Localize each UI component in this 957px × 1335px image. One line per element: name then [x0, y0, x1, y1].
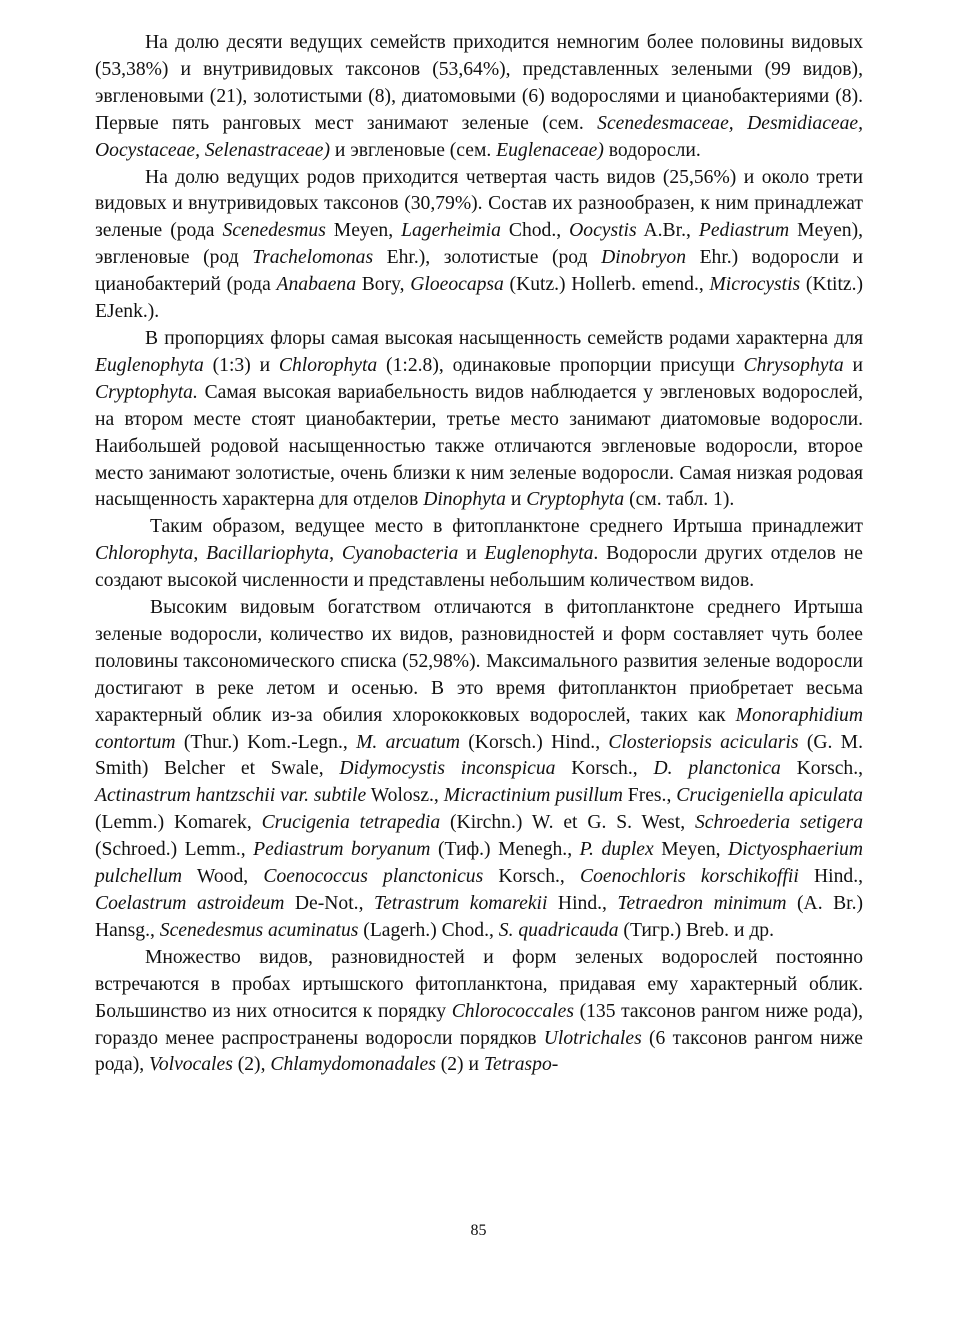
text-run: ,: [329, 543, 342, 565]
italic-taxon-text: Crucigenia tetrapedia: [261, 812, 441, 834]
text-run: и: [505, 489, 527, 511]
italic-taxon-text: Tetrastrum komarekii: [373, 893, 548, 914]
text-run: (135 таксонов рангом ниже рода), гораздо менее распространены водоросли порядков: [95, 1000, 863, 1049]
text-run: Meyen,: [653, 839, 729, 861]
text-run: (Lagerh.) Chod.,: [358, 919, 499, 941]
italic-taxon-text: Coelastrum astroideum: [95, 893, 285, 914]
text-run: A.Br.,: [636, 220, 699, 242]
italic-taxon-text: Dinophyta: [423, 489, 506, 511]
italic-taxon-text: Chlorophyta: [278, 354, 378, 376]
text-run: (G. M. Smith) Belcher et Swale,: [95, 731, 864, 780]
text-run: и: [458, 543, 485, 565]
text-run: (Тигр.) Breb. и др.: [618, 919, 774, 941]
italic-taxon-text: P. duplex: [579, 839, 654, 861]
text-run: (A. Br.) Hansg.,: [95, 893, 864, 941]
paragraph-6: [95, 945, 863, 1080]
text-run: (Kutz.) Hollerb. emend.,: [503, 274, 710, 296]
text-run: водоросли.: [603, 139, 701, 161]
italic-taxon-text: Euglenophyta: [95, 354, 204, 376]
italic-taxon-text: Coenochloris korschikoffii: [580, 866, 799, 888]
italic-taxon-text: Anabaena: [276, 274, 356, 296]
italic-taxon-text: Crucigeniella apiculata: [676, 785, 863, 807]
italic-taxon-text: Chlamydomonadales: [270, 1054, 436, 1076]
italic-taxon-text: Cyanobacteria: [341, 543, 459, 565]
text-run: Korsch.,: [780, 758, 864, 780]
italic-taxon-text: Dinobryon: [601, 247, 686, 269]
text-run: Fres.,: [622, 785, 677, 807]
italic-taxon-text: Cryptophyta.: [95, 381, 198, 403]
text-run: и: [843, 354, 863, 376]
text-run: Hind.,: [798, 866, 864, 888]
text-run: (Kirchn.) W. et G. S. West,: [440, 812, 695, 834]
italic-taxon-text: D. planctonica: [653, 758, 781, 780]
text-run: Korsch.,: [555, 758, 654, 780]
italic-taxon-text: S. quadricauda: [498, 919, 619, 941]
italic-taxon-text: Euglenophyta: [484, 543, 594, 565]
italic-taxon-text: Tetraspo-: [483, 1054, 559, 1076]
text-run: (см. табл. 1).: [624, 489, 735, 511]
text-run: (Ktitz.) EJenk.).: [95, 274, 864, 323]
italic-taxon-text: Coenococcus planctonicus: [263, 866, 484, 888]
text-run: Korsch.,: [483, 866, 581, 888]
italic-taxon-text: Pediastrum: [698, 220, 790, 242]
text-run: (1:2.8), одинаковые пропорции присущи: [377, 354, 744, 376]
italic-taxon-text: Micractinium pusillum: [443, 785, 623, 807]
italic-taxon-text: Scenedesmus: [222, 220, 326, 242]
text-run: Wolosz.,: [366, 785, 444, 807]
page-number: 85: [470, 1222, 487, 1239]
text-run: На долю десяти ведущих семейств приходится немногим более половины видовых (53,38%) и внутривидовых таксонов (53,64%), представленных зелеными (99 видов), эвгленовыми (21), золотистыми (8), диатомовыми (6) водорослями и цианобактериями (8). Первые пять ранговых мест занимают зеленые (сем.: [95, 32, 863, 134]
italic-taxon-text: Chlorococcales: [451, 1000, 574, 1022]
italic-taxon-text: Actinastrum hantzschii var. subtile: [95, 785, 367, 807]
text-run: (2) и: [435, 1054, 484, 1076]
italic-taxon-text: Volvocales: [149, 1054, 233, 1076]
text-run: и эвгленовые (сем.: [330, 139, 497, 161]
text-run: Hind.,: [547, 893, 618, 914]
italic-taxon-text: Closteriopsis acicularis: [608, 731, 799, 753]
italic-taxon-text: Schroederia setigera: [694, 812, 863, 834]
text-run: (2),: [232, 1054, 271, 1076]
text-run: Высоким видовым богатством отличаются в фитопланктоне среднего Иртыша зеленые водоросли, количество их видов, разновидностей и форм составляет чуть более половины таксономического списка (52,98%). Максимального развития зеленые водоросли достигают в реке летом и осенью. В это время фитопланктон приобретает весьма характерный облик из-за обилия хлорококковых водорослей, таких как: [95, 597, 863, 726]
text-run: (6 таксонов рангом ниже рода),: [95, 1027, 863, 1076]
italic-taxon-text: Gloeocapsa: [410, 274, 504, 296]
text-run: На долю ведущих родов приходится четвертая часть видов (25,56%) и около трети видовых и внутривидовых таксонов (30,79%). Состав их разнообразен, к ним принадлежат зеленые (рода: [95, 166, 863, 242]
italic-taxon-text: M. arcuatum: [356, 731, 460, 753]
text-run: Meyen), эвгленовые (род: [95, 220, 864, 269]
italic-taxon-text: Pediastrum boryanum: [253, 839, 431, 861]
text-run: Chod.,: [500, 220, 570, 242]
text-run: (Thur.) Kom.-Legn.,: [175, 731, 357, 753]
italic-taxon-text: Lagerheimia: [401, 220, 501, 242]
text-run: (Korsch.) Hind.,: [459, 731, 609, 753]
text-run: (1:3) и: [203, 354, 279, 376]
text-run: Ehr.), золотистые (род: [373, 247, 602, 269]
italic-taxon-text: Bacillariophyta: [206, 543, 330, 565]
text-run: Таким образом, ведущее место в фитопланктоне среднего Иртыша принадлежит: [150, 516, 863, 538]
text-run: Множество видов, разновидностей и форм зеленых водорослей постоянно встречаются в пробах иртышского фитопланктона, придавая ему характерный облик. Большинство из них относится к порядку: [95, 946, 863, 1022]
text-run: Wood,: [182, 866, 264, 888]
paragraph-2: [95, 165, 863, 326]
italic-taxon-text: Didymocystis inconspicua: [339, 758, 556, 780]
text-run: Bory,: [356, 274, 411, 296]
text-run: В пропорциях флоры самая высокая насыщенность семейств родами характерна для: [145, 327, 863, 349]
text-run: Ehr.) водоросли и цианобактерий (рода: [95, 247, 863, 296]
paragraph-3: [95, 326, 863, 514]
italic-taxon-text: Scenedesmus acuminatus: [159, 919, 359, 941]
paragraph-4: [95, 514, 863, 595]
italic-taxon-text: Chrysophyta: [743, 354, 844, 376]
italic-taxon-text: Chlorophyta: [95, 543, 194, 565]
text-run: (Lemm.) Komarek,: [95, 812, 262, 834]
italic-taxon-text: Ulotrichales: [543, 1027, 642, 1049]
text-run: (Schroed.) Lemm.,: [95, 839, 254, 861]
italic-taxon-text: Dictyosphaerium pulchellum: [95, 839, 864, 888]
text-run: . Водоросли других отделов не создают высокой численности и представлены небольшим количеством видов.: [95, 543, 863, 592]
italic-taxon-text: Monoraphidium contortum: [95, 704, 863, 753]
italic-taxon-text: Oocystis: [569, 220, 637, 242]
text-run: ,: [193, 543, 207, 565]
italic-taxon-text: Microcystis: [709, 274, 801, 296]
italic-taxon-text: Euglenaceae): [496, 139, 604, 161]
text-run: Meyen,: [325, 220, 402, 242]
paragraph-5: [95, 595, 863, 945]
italic-taxon-text: Scenedesmaceae, Desmidiaceae, Oocystaceae, Selenastraceae): [95, 112, 863, 161]
paragraph-1: [95, 30, 863, 165]
italic-taxon-text: Cryptophyta: [526, 489, 625, 511]
document-body: [95, 30, 863, 1079]
italic-taxon-text: Tetraedron minimum: [617, 893, 787, 914]
text-run: De-Not.,: [284, 893, 374, 914]
italic-taxon-text: Trachelomonas: [252, 247, 374, 269]
text-run: Самая высокая вариабельность видов наблюдается у эвгленовых водорослей, на втором месте стоят цианобактерии, третье место занимают диатомовые водоросли. Наибольшей родовой насыщенностью также отличаются эвгленовые водоросли, второе место занимают золотистые, очень близки к ним зеленые водоросли. Самая низкая родовая насыщенность характерна для отделов: [95, 381, 863, 511]
text-run: (Тиф.) Menegh.,: [430, 839, 580, 861]
